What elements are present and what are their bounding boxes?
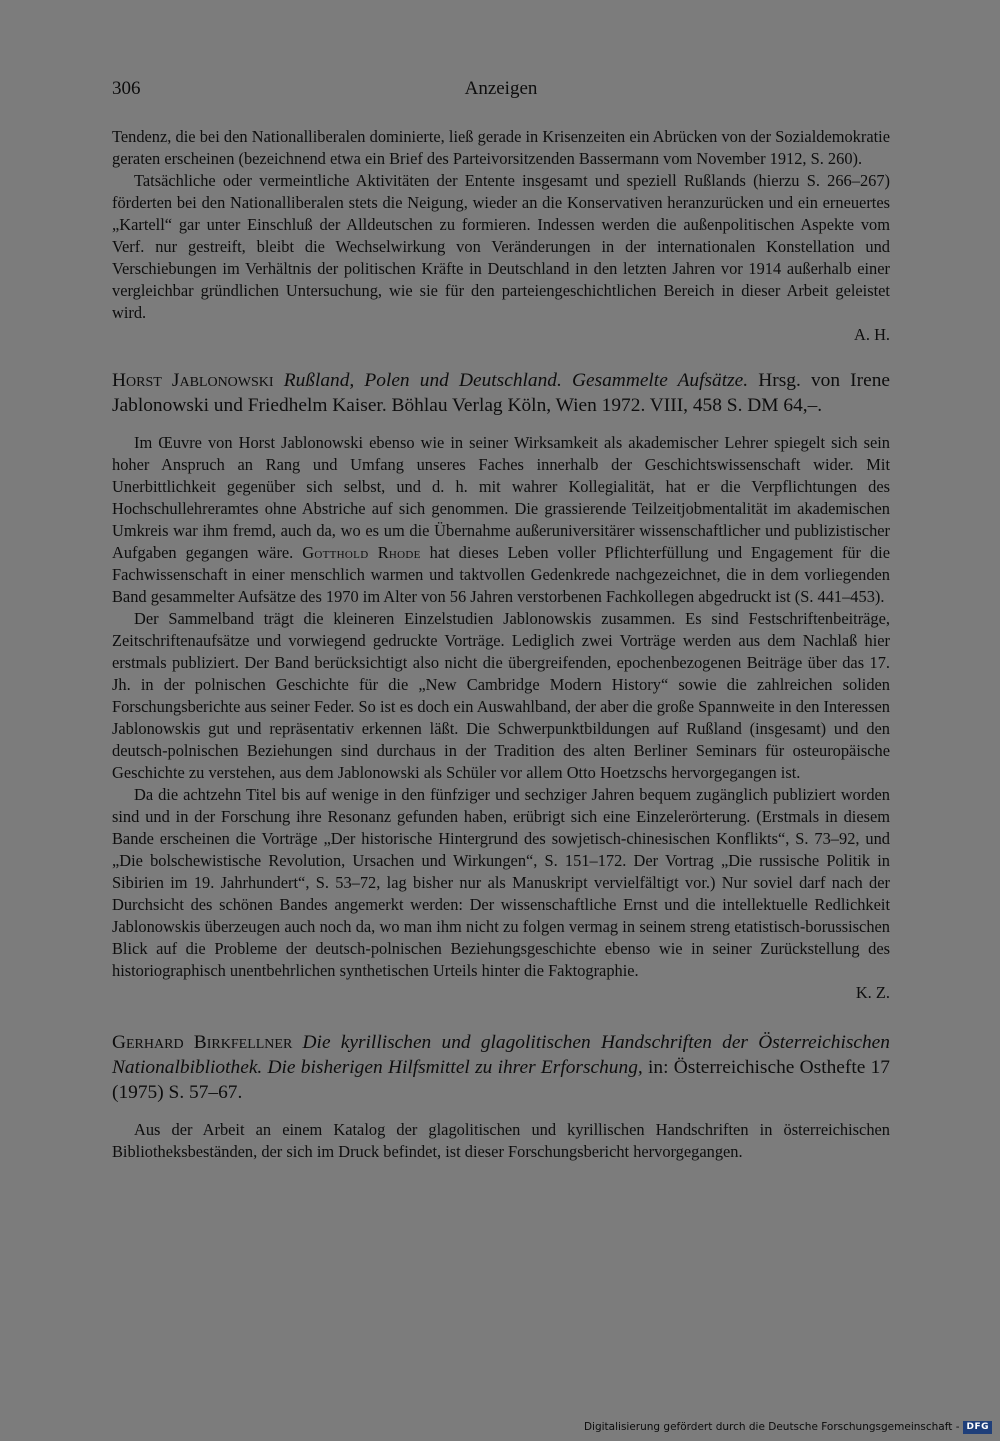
page-header: [112, 78, 890, 108]
funding-credit: Digitalisierung gefördert durch die Deutsche Forschungsgemeinschaft -: [583, 1421, 960, 1433]
digitization-footer: [584, 1419, 992, 1435]
review-2-paragraph-1-text-b: hat dieses Leben voller Pflichterfüllung und Engagement für die Fachwissenschaft in einer menschlich warmen und taktvollen Gedenkrede nachgezeichnet, die in dem vorliegenden Band gesammelter Aufsätze des 1970 im Alter von 56 Jahren verstorbenen Fachkollegen abgedruckt ist (S. 441–453).: [112, 543, 890, 606]
review-3-details: in: Österreichische Osthefte 17 (1975) S. 57–67.: [112, 1057, 890, 1103]
review-2-paragraph-1: [112, 432, 890, 608]
review-3: [112, 1030, 890, 1163]
review-3-citation: [112, 1030, 890, 1105]
review-1-paragraph-1: Tendenz, die bei den Nationalliberalen dominierte, ließ gerade in Krisenzeiten ein Abrücken von der Sozialdemokratie geraten erscheinen (bezeichnend etwa ein Brief des Parteivorsitzenden Bassermann vom November 1912, S. 260).: [112, 127, 890, 168]
text-column: [112, 126, 890, 1163]
review-1: [112, 126, 890, 346]
review-2-paragraph-1-text-a: Im Œuvre von Horst Jablonowski ebenso wie in seiner Wirksamkeit als akademischer Lehrer spiegelt sich sein hoher Anspruch an Rang und Umfang unseres Faches innerhalb der Geschichtswissenschaft wider. Mit Unerbittlichkeit gegenüber sich selbst, und d. h. mit wahrer Kollegialität, hat er die Verpflichtungen des Hochschullehreramtes ohne Abstriche auf sich genommen. Die grassierende Teilzeitjobmentalität im akademischen Umkreis war ihm fremd, auch da, wo es um die Übernahme außeruniversitärer wissenschaftlicher und publizistischer Aufgaben gegangen wäre.: [112, 433, 890, 562]
review-2-paragraph-2: Der Sammelband trägt die kleineren Einzelstudien Jablonowskis zusammen. Es sind Festschriftenbeiträge, Zeitschriftenaufsätze und vorwiegend gedruckte Vorträge. Lediglich zwei Vorträge werden aus dem Nachlaß hier erstmals publiziert. Der Band berücksichtigt also nicht die übergreifenden, epochenbezogenen Beiträge über das 17. Jh. in der polnischen Geschichte für die „New Cambridge Modern History“ sowie die zahlreichen soliden Forschungsberichte aus seiner Feder. So ist es doch ein Auswahlband, der aber die große Spannweite in den Interessen Jablonowskis gut und repräsentativ erkennen läßt. Die Schwerpunktbildungen auf Rußland (insgesamt) und den deutsch-polnischen Beziehungen sind durchaus in der Tradition des alten Berliner Seminars für osteuropäische Geschichte zu verstehen, aus dem Jablonowski als Schüler vor allem Otto Hoetzschs hervorgegangen ist.: [112, 609, 890, 782]
running-head: Anzeigen: [464, 78, 538, 99]
page-number: 306: [112, 78, 141, 99]
review-3-title: Die kyrillischen und glagolitischen Handschriften der Österreichischen Nationalbibliothek. Die bisherigen Hilfsmittel zu ihrer Erforschung,: [112, 1032, 890, 1078]
review-2: [112, 368, 890, 1004]
review-2-initials: K. Z.: [855, 983, 890, 1002]
review-2-citation: [112, 368, 890, 418]
review-2-title: Rußland, Polen und Deutschland. Gesammelte Aufsätze.: [283, 370, 749, 391]
review-2-details: Hrsg. von Irene Jablonowski und Friedhelm Kaiser. Böhlau Verlag Köln, Wien 1972. VIII, 458 S. DM 64,–.: [112, 370, 890, 416]
review-1-paragraph-2: Tatsächliche oder vermeintliche Aktivitäten der Entente insgesamt und speziell Rußlands (hierzu S. 266–267) förderten bei den Nationalliberalen stets die Neigung, wieder an die Konservativen heranzurücken und ein erneuertes „Kartell“ gar unter Einschluß der Alldeutschen zu formieren. Indessen werden die außenpolitischen Aspekte vom Verf. nur gestreift, bleibt die Wechselwirkung von Veränderungen in der internationalen Konstellation und Verschiebungen im Verhältnis der politischen Kräfte in Deutschland in den letzten Jahren vor 1914 außerhalb einer vergleichbar gründlichen Untersuchung, wie sie für den parteiengeschichtlichen Bereich in dieser Arbeit geleistet wird.: [112, 171, 890, 322]
review-3-author: Gerhard Birkfellner: [112, 1032, 293, 1053]
review-2-paragraph-3: Da die achtzehn Titel bis auf wenige in den fünfziger und sechziger Jahren bequem zugänglich publiziert worden sind und in der Forschung ihre Resonanz gefunden haben, erübrigt sich eine Einzelerörterung. (Erstmals in diesem Bande erscheinen die Vorträge „Der historische Hintergrund des sowjetisch-chinesischen Konflikts“, S. 73–92, und „Die bolschewistische Revolution, Ursachen und Wirkungen“, S. 151–172. Der Vortrag „Die russische Politik in Sibirien im 19. Jahrhundert“, S. 53–72, lag bisher nur als Manuskript vervielfältigt vor.) Nur soviel darf nach der Durchsicht des schönen Bandes angemerkt werden: Der wissenschaftliche Ernst und die intellektuelle Redlichkeit Jablonowskis überzeugen auch noch da, wo man ihm nicht zu folgen vermag in seinem streng etatistisch-borussischen Blick auf die Probleme der deutsch-polnischen Beziehungsgeschichte ebenso wie in seiner Zurückstellung des historiographisch unentbehrlichen synthetischen Urteils hinter die Faktographie.: [112, 785, 890, 980]
review-2-author: Horst Jablonowski: [112, 370, 274, 391]
dfg-logo-icon: DFG: [963, 1421, 992, 1434]
reviewer-name: Gotthold Rhode: [302, 543, 421, 562]
review-3-paragraph-1: Aus der Arbeit an einem Katalog der glagolitischen und kyrillischen Handschriften in österreichischen Bibliotheksbeständen, der sich im Druck befindet, ist dieser Forschungsbericht hervorgegangen.: [112, 1120, 890, 1161]
review-1-initials: A. H.: [854, 325, 890, 344]
